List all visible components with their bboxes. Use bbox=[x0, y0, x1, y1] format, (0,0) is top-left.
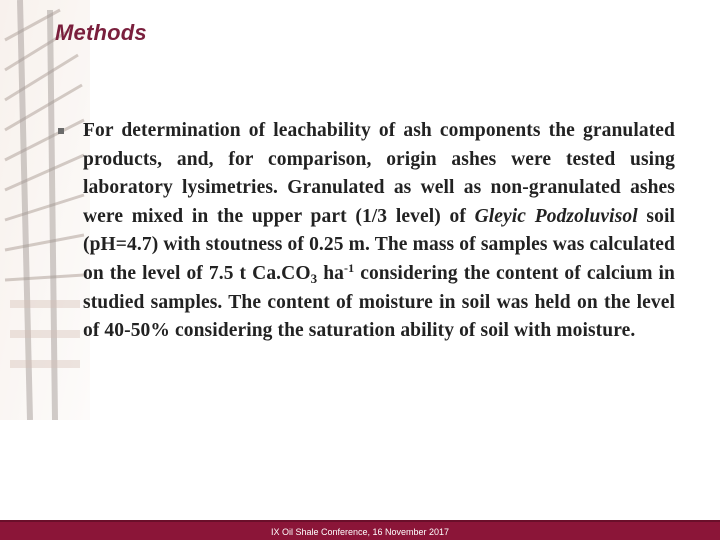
slide-title: Methods bbox=[55, 20, 147, 45]
footer-text: IX Oil Shale Conference, 16 November 2017 bbox=[270, 527, 450, 537]
methods-paragraph bbox=[83, 117, 675, 346]
footer-bar bbox=[0, 520, 720, 540]
superscript-minus-1: -1 bbox=[344, 260, 355, 275]
paragraph-text-part3: ha bbox=[317, 262, 344, 284]
paragraph-text-part2: soil (pH=4.7) with stoutness of 0.25 m. The mass of samples was calculated on the level of 7.5 t Ca.CO bbox=[83, 205, 675, 284]
decorative-tower-image bbox=[0, 0, 90, 420]
subscript-3: 3 bbox=[310, 270, 318, 286]
soil-name-italic: Gleyic Podzoluvisol bbox=[474, 205, 638, 227]
paragraph-text-part1: For determination of leachability of ash components the granulated products, and, for comparison, origin ashes were tested using laboratory lysimetries. Granulated as well as non-granulated ashes were mixed in the upper part (1/3 level) of bbox=[83, 120, 675, 227]
paragraph-text-part4: considering the content of calcium in studied samples. The content of moisture in soil was held on the level of 40-50% considering the saturation ability of soil with moisture. bbox=[83, 262, 675, 342]
square-bullet-icon bbox=[58, 128, 64, 134]
